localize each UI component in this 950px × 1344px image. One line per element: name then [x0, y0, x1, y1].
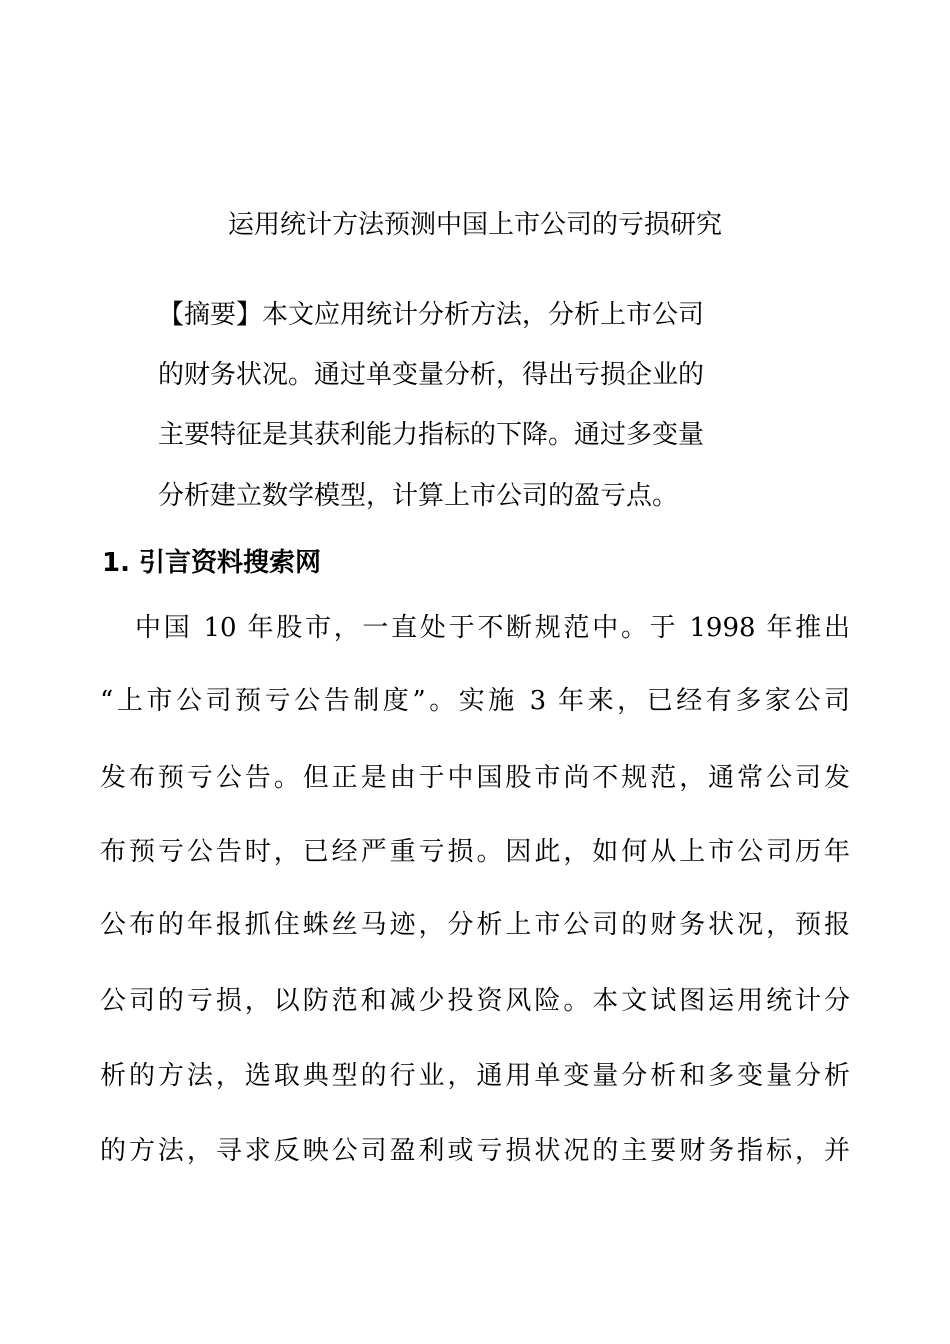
body-line-7: 析的方法，选取典型的行业，通用单变量分析和多变量分析 — [100, 1061, 850, 1091]
section-heading: 1. 引言资料搜索网 — [102, 548, 322, 578]
body-line-6: 公司的亏损，以防范和减少投资风险。本文试图运用统计分 — [100, 986, 850, 1016]
abstract-line-2: 的财务状况。通过单变量分析，得出亏损企业的 — [158, 360, 705, 390]
abstract-line-4: 分析建立数学模型，计算上市公司的盈亏点。 — [158, 481, 679, 511]
document-title: 运用统计方法预测中国上市公司的亏损研究 — [227, 210, 722, 240]
body-line-2: “上市公司预亏公告制度”。实施 3 年来，已经有多家公司 — [100, 686, 850, 716]
body-line-1: 中国 10 年股市，一直处于不断规范中。于 1998 年推出 — [135, 613, 850, 643]
body-line-8: 的方法，寻求反映公司盈利或亏损状况的主要财务指标，并 — [100, 1136, 850, 1166]
body-line-3: 发布预亏公告。但正是由于中国股市尚不规范，通常公司发 — [100, 763, 850, 793]
body-line-5: 公布的年报抓住蛛丝马迹，分析上市公司的财务状况，预报 — [100, 910, 850, 940]
abstract-line-3: 主要特征是其获利能力指标的下降。通过多变量 — [158, 420, 705, 450]
abstract-line-1: 【摘要】本文应用统计分析方法，分析上市公司 — [158, 300, 705, 330]
body-line-4: 布预亏公告时，已经严重亏损。因此，如何从上市公司历年 — [100, 837, 850, 867]
